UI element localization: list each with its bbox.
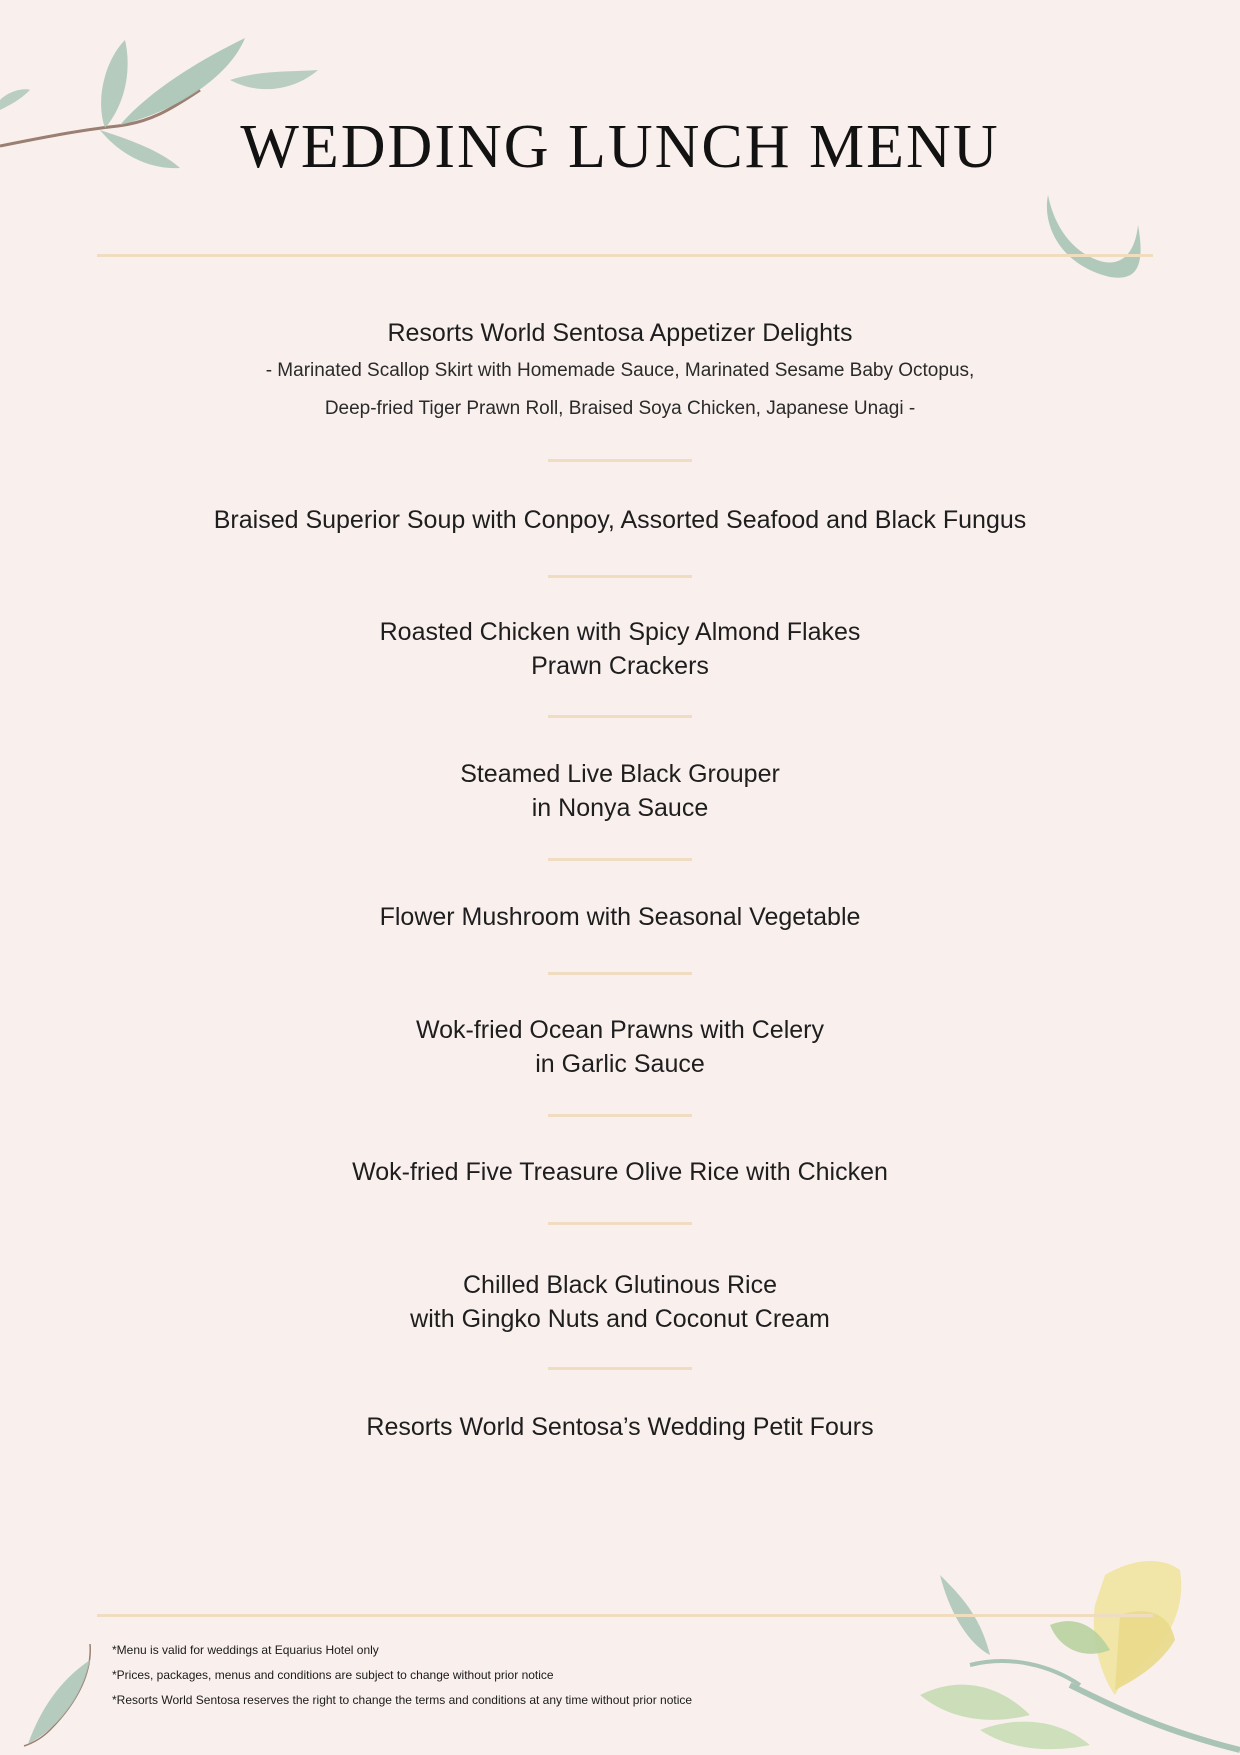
course-separator [548, 1114, 692, 1117]
course-item [0, 503, 1240, 537]
course-item [0, 1268, 1240, 1336]
course-item [0, 1410, 1240, 1444]
course-separator [548, 1367, 692, 1370]
falling-leaf-icon [1040, 195, 1150, 290]
footnote: *Prices, packages, menus and conditions are subject to change without prior notice [112, 1668, 554, 1682]
course-detail-line: - Marinated Scallop Skirt with Homemade Sauce, Marinated Sesame Baby Octopus, [265, 360, 975, 381]
course-item [0, 757, 1240, 825]
course-name: Resorts World Sentosa Appetizer Delights [387, 319, 853, 347]
course-name: Prawn Crackers [531, 652, 709, 680]
course-name: Braised Superior Soup with Conpoy, Assorted Seafood and Black Fungus [213, 506, 1027, 534]
course-name: with Gingko Nuts and Coconut Cream [410, 1305, 830, 1333]
flower-icon [920, 1555, 1240, 1755]
course-item [0, 1155, 1240, 1189]
course-name: in Garlic Sauce [535, 1050, 705, 1078]
course-name: in Nonya Sauce [531, 794, 709, 822]
course-name: Chilled Black Glutinous Rice [462, 1271, 778, 1299]
course-name: Resorts World Sentosa’s Wedding Petit Fours [366, 1413, 874, 1441]
course-item [0, 1013, 1240, 1081]
course-name: Wok-fried Five Treasure Olive Rice with Chicken [352, 1158, 888, 1186]
course-detail [0, 352, 1240, 428]
course-separator [548, 715, 692, 718]
footnote: *Menu is valid for weddings at Equarius Hotel only [112, 1643, 379, 1657]
course-name: Roasted Chicken with Spicy Almond Flakes [379, 618, 861, 646]
footnotes [112, 1638, 692, 1713]
course-detail-line: Deep-fried Tiger Prawn Roll, Braised Soya Chicken, Japanese Unagi - [324, 398, 916, 419]
course-item [0, 615, 1240, 683]
course-separator [548, 972, 692, 975]
bottom-divider [97, 1614, 1153, 1617]
footnote: *Resorts World Sentosa reserves the right to change the terms and conditions at any time without prior notice [112, 1693, 693, 1707]
course-separator [548, 575, 692, 578]
course-item [0, 900, 1240, 934]
course-separator [548, 1222, 692, 1225]
course-item [0, 316, 1240, 350]
course-separator [548, 459, 692, 462]
page-title: WEDDING LUNCH MENU [240, 113, 1000, 181]
course-name: Flower Mushroom with Seasonal Vegetable [379, 903, 861, 931]
course-name: Steamed Live Black Grouper [460, 760, 780, 788]
course-name: Wok-fried Ocean Prawns with Celery [415, 1016, 824, 1044]
course-separator [548, 858, 692, 861]
falling-leaf-icon [20, 1640, 100, 1750]
top-divider [97, 254, 1153, 257]
